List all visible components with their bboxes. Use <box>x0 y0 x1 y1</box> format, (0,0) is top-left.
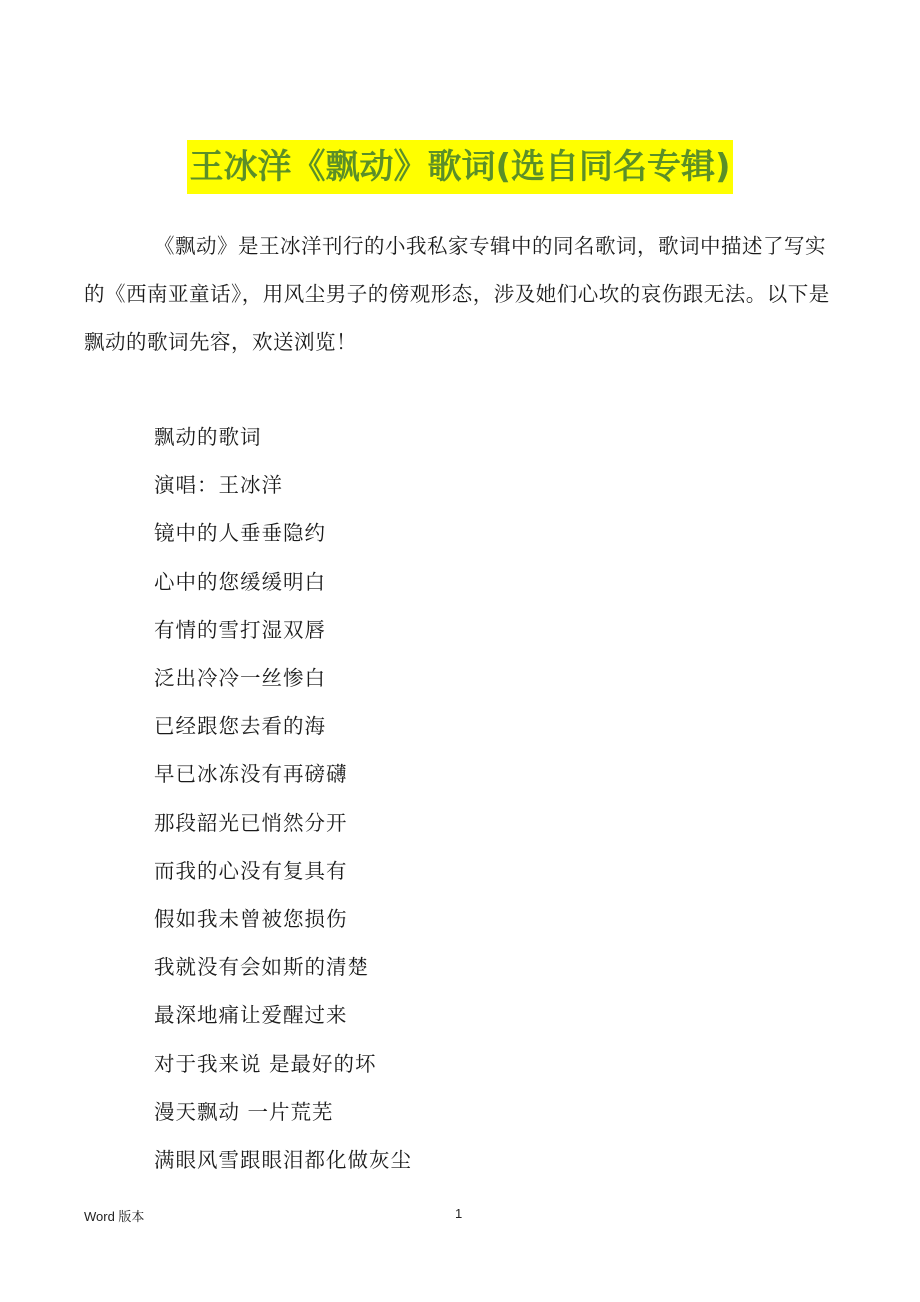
lyric-line: 假如我未曾被您损伤 <box>154 907 348 932</box>
document-title: 王冰洋《飘动》歌词(选自同名专辑) <box>187 140 732 194</box>
lyric-line: 漫天飘动 一片荒芜 <box>154 1099 334 1124</box>
lyric-line: 那段韶光已悄然分开 <box>154 810 348 835</box>
lyric-line: 心中的您缓缓明白 <box>154 569 326 594</box>
lyric-line: 有情的雪打湿双唇 <box>154 617 326 642</box>
lyric-line: 早已冰冻没有再磅礴 <box>154 762 348 787</box>
lyric-line: 而我的心没有复具有 <box>154 858 348 883</box>
lyric-line: 对于我来说 是最好的坏 <box>154 1051 377 1076</box>
lyric-line: 最深地痛让爱醒过来 <box>154 1003 348 1028</box>
title-container <box>0 140 920 194</box>
lyric-line: 已经跟您去看的海 <box>154 714 326 739</box>
lyric-line: 满眼风雪跟眼泪都化做灰尘 <box>154 1148 412 1173</box>
intro-paragraph: 《飘动》是王冰洋刊行的小我私家专辑中的同名歌词，歌词中描述了写实的《西南亚童话》，用风尘男子的傍观形态，涉及她们心坎的哀伤跟无法。以下是飘动的歌词先容，欢送浏览！ <box>84 234 830 354</box>
lyric-line: 镜中的人垂垂隐约 <box>154 521 326 546</box>
footer-page-number: 1 <box>455 1206 463 1221</box>
lyric-line: 泛出冷冷一丝惨白 <box>154 666 326 691</box>
lyrics-heading: 飘动的歌词 <box>154 425 262 449</box>
lyrics-list <box>154 413 412 1184</box>
footer-version-label: Word 版本 <box>84 1209 145 1224</box>
lyric-line: 我就没有会如斯的清楚 <box>154 955 369 980</box>
lyrics-singer: 演唱：王冰洋 <box>154 473 283 498</box>
